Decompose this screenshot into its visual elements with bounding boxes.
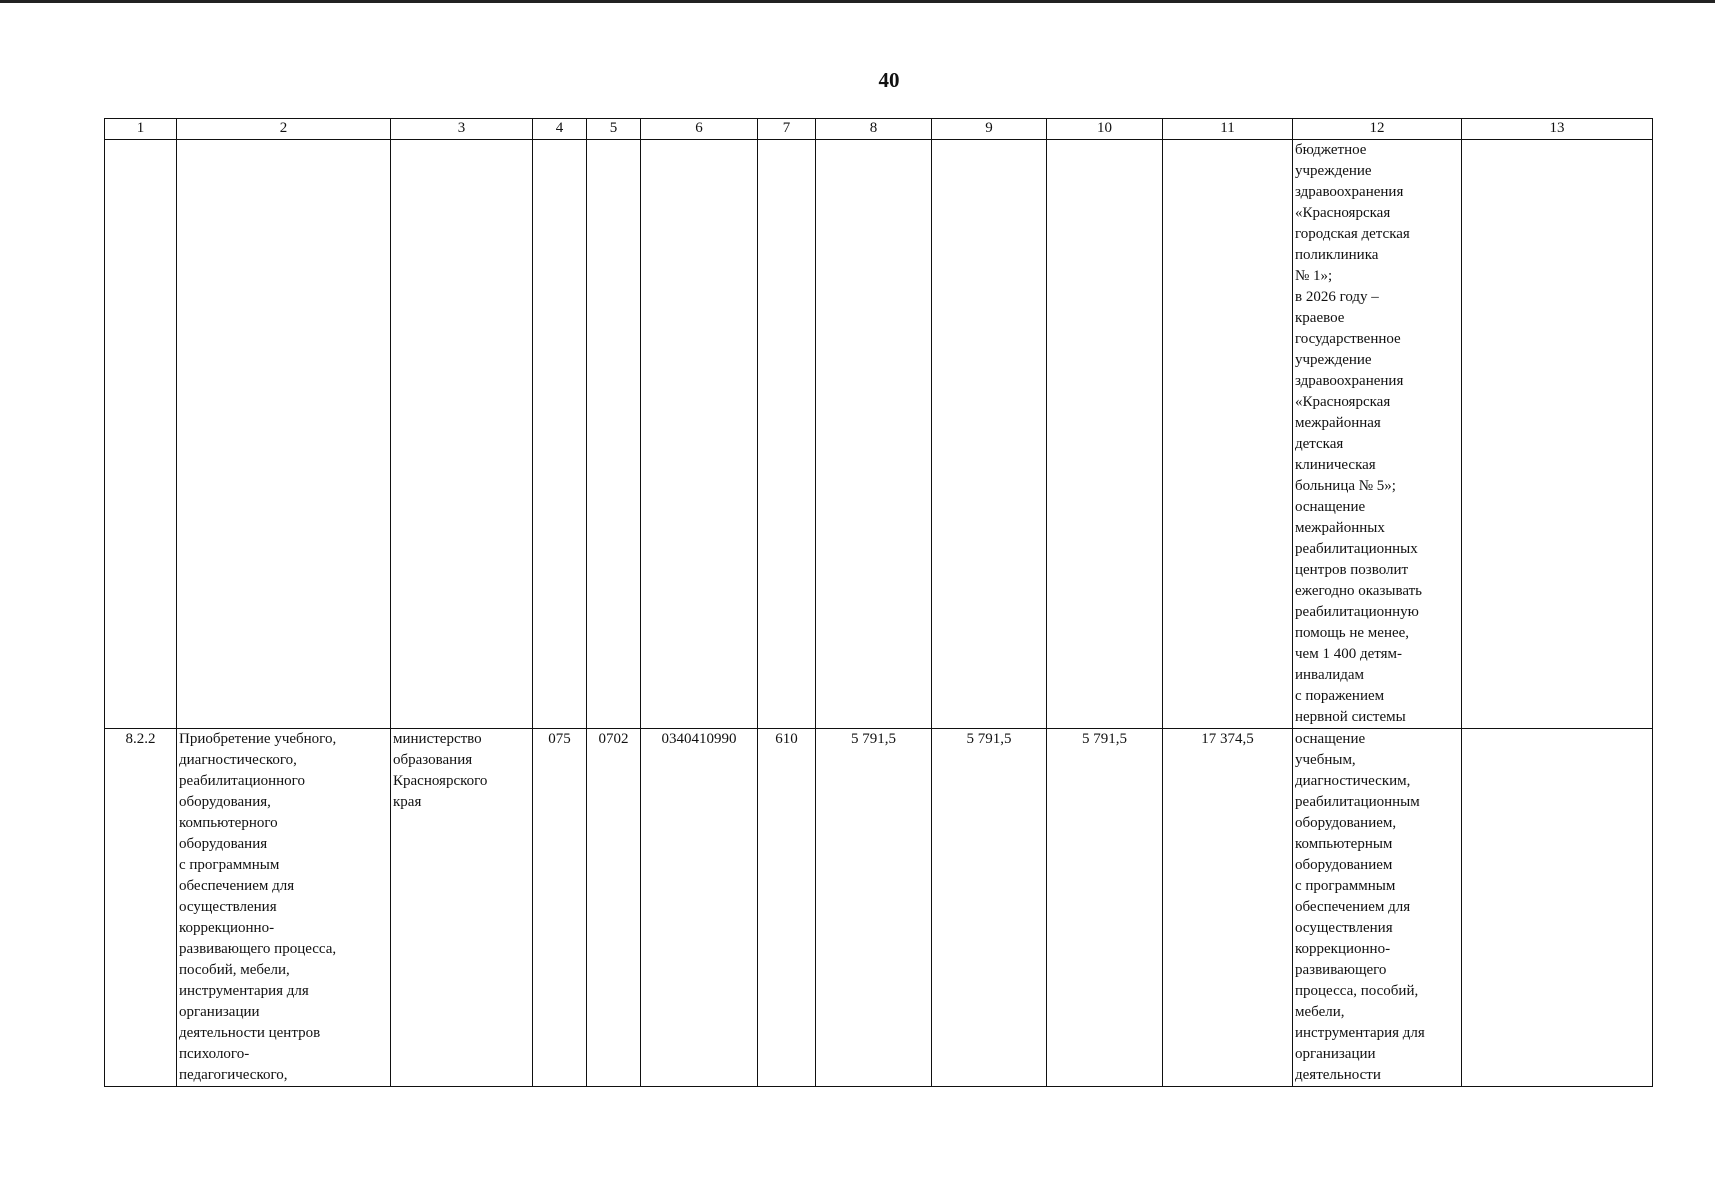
expense-type-cell (758, 140, 816, 729)
total-cell (1163, 140, 1293, 729)
amount-cell: 5 791,5 (816, 729, 932, 1087)
column-header: 13 (1462, 119, 1653, 140)
responsible-cell (391, 140, 533, 729)
column-header: 2 (177, 119, 391, 140)
column-header: 12 (1293, 119, 1462, 140)
column-header: 7 (758, 119, 816, 140)
activity-name-cell: Приобретение учебного, диагностического, реабилитационного оборудования, компьютерного оборудования с программным обеспечением для осуществления коррекционно- развивающего процесса, пособий, мебели, инструментария для организации деятельности центров психолого- педагогического, (177, 729, 391, 1087)
table-header-row (105, 119, 1653, 140)
row-number-cell: 8.2.2 (105, 729, 177, 1087)
section-cell: 0702 (587, 729, 641, 1087)
table-row (105, 140, 1653, 729)
column-header: 11 (1163, 119, 1293, 140)
row-number-cell (105, 140, 177, 729)
notes-cell (1462, 729, 1653, 1087)
amount-cell (932, 140, 1047, 729)
expected-result-cell: оснащение учебным, диагностическим, реабилитационным оборудованием, компьютерным оборудованием с программным обеспечением для осуществления коррекционно- развивающего процесса, пособий, мебели, инструментария для организации деятельности (1293, 729, 1462, 1087)
column-header: 8 (816, 119, 932, 140)
column-header: 5 (587, 119, 641, 140)
section-cell (587, 140, 641, 729)
column-header: 9 (932, 119, 1047, 140)
expected-result-cell: бюджетное учреждение здравоохранения «Красноярская городская детская поликлиника № 1»; в 2026 году – краевое государственное учреждение здравоохранения «Красноярская межрайонная детская клиническая больница № 5»; оснащение межрайонных реабилитационных центров позволит ежегодно оказывать реабилитационную помощь не менее, чем 1 400 детям- инвалидам с поражением нервной системы (1293, 140, 1462, 729)
target-code-cell (641, 140, 758, 729)
page-number: 40 (878, 68, 900, 92)
program-table (104, 118, 1653, 1087)
expense-type-cell: 610 (758, 729, 816, 1087)
notes-cell (1462, 140, 1653, 729)
activity-name-cell (177, 140, 391, 729)
amount-cell: 5 791,5 (1047, 729, 1163, 1087)
table-row (105, 729, 1653, 1087)
total-cell: 17 374,5 (1163, 729, 1293, 1087)
target-code-cell: 0340410990 (641, 729, 758, 1087)
page-top-rule (0, 0, 1715, 3)
column-header: 1 (105, 119, 177, 140)
column-header: 10 (1047, 119, 1163, 140)
column-header: 4 (533, 119, 587, 140)
code-cell (533, 140, 587, 729)
amount-cell (1047, 140, 1163, 729)
column-header: 3 (391, 119, 533, 140)
amount-cell (816, 140, 932, 729)
code-cell: 075 (533, 729, 587, 1087)
amount-cell: 5 791,5 (932, 729, 1047, 1087)
responsible-cell: министерство образования Красноярского края (391, 729, 533, 1087)
column-header: 6 (641, 119, 758, 140)
